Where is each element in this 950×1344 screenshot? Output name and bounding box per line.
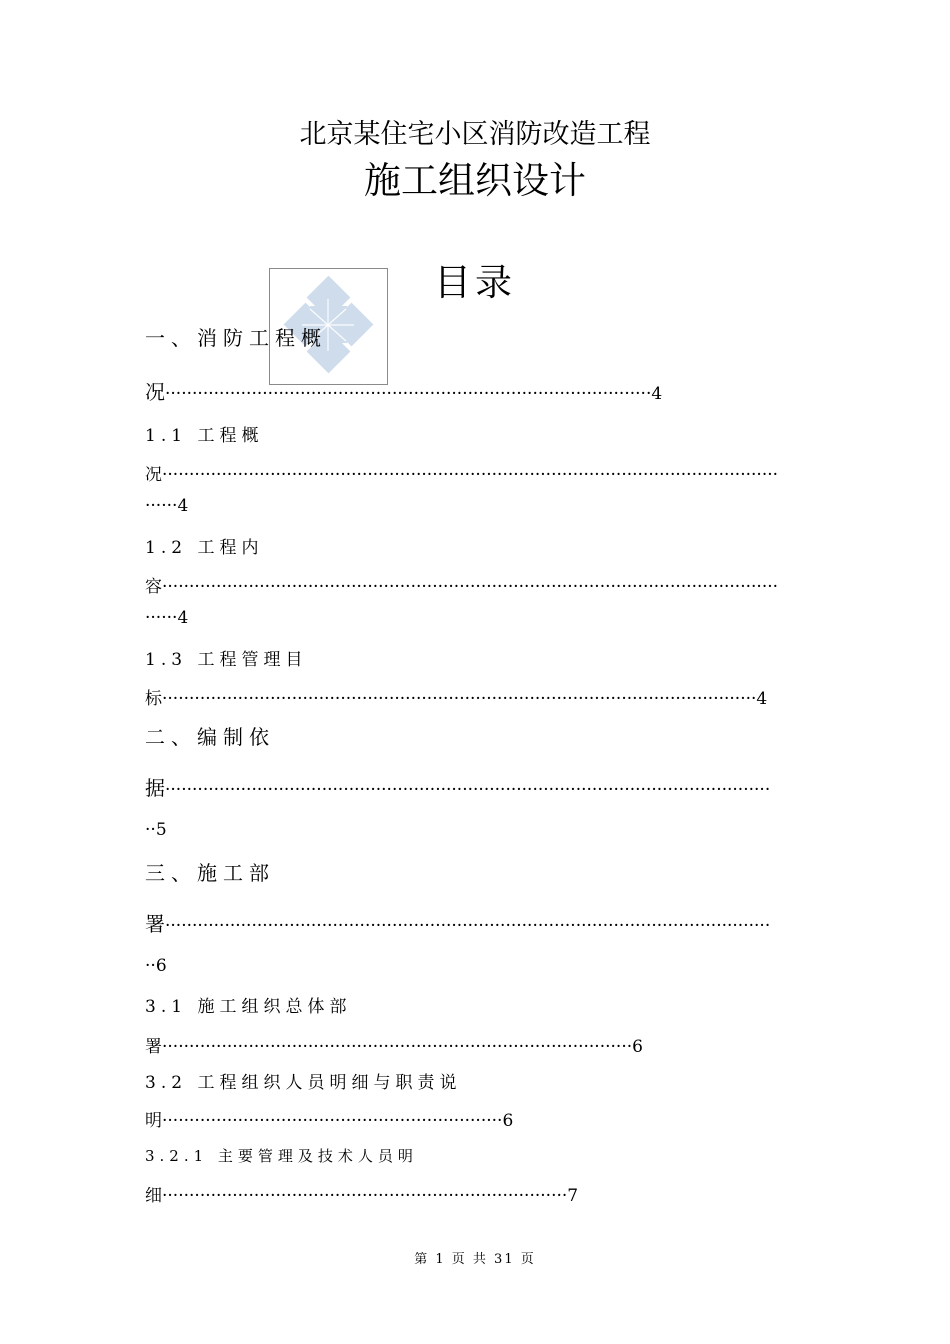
toc-entry-4-leader[interactable] [145, 684, 767, 709]
toc-entry-6-leader[interactable] [145, 908, 770, 937]
toc-entry-9-page: 7 [567, 1186, 579, 1206]
toc-entry-1-continuation: 况 [145, 380, 165, 404]
dot-leader: ·············································································································· [162, 689, 757, 709]
toc-entry-2-continuation: 况 [145, 465, 162, 485]
document-title: 北京某住宅小区消防改造工程 [299, 119, 651, 150]
dot-leader: ·················································································································· [162, 465, 779, 485]
dot-leader: ·················································································································· [162, 577, 779, 597]
toc-entry-1-page: 4 [651, 384, 663, 404]
toc-entry-4-continuation: 标 [145, 689, 162, 709]
dot-leader: ······ [145, 496, 178, 516]
document-subtitle: 施工组织设计 [364, 159, 586, 202]
toc-entry-6-label[interactable]: 三、施工部 [145, 861, 275, 885]
toc-entry-6-continuation: 署 [145, 912, 165, 936]
toc-entry-5-leader[interactable] [145, 772, 770, 801]
toc-entry-3-continuation: 容 [145, 577, 162, 597]
toc-entry-7-continuation: 署 [145, 1037, 162, 1057]
toc-entry-4-label[interactable]: 1.3 工程管理目 [145, 650, 308, 670]
toc-heading: 目录 [434, 261, 516, 304]
toc-entry-1-label[interactable]: 一、消防工程概 [145, 326, 327, 350]
toc-entry-7-leader[interactable] [145, 1032, 643, 1057]
toc-entry-8-label[interactable]: 3.2 工程组织人员明细与职责说 [145, 1073, 462, 1093]
toc-entry-3-page: 4 [177, 608, 189, 628]
toc-entry-7-label[interactable]: 3.1 施工组织总体部 [145, 997, 352, 1017]
dot-leader: ················································································································ [165, 780, 771, 800]
toc-entry-9-leader[interactable] [145, 1181, 578, 1206]
dot-leader: ·· [145, 956, 156, 976]
toc-entry-2-page: 4 [177, 496, 189, 516]
toc-entry-1-leader[interactable] [145, 376, 662, 405]
toc-entry-4-page: 4 [756, 689, 768, 709]
toc-entry-8-leader[interactable] [145, 1106, 513, 1131]
dot-leader: ··········································································· [162, 1186, 568, 1206]
toc-entry-5-page: 5 [155, 820, 167, 840]
page-footer: 第 1 页 共 31 页 [414, 1252, 536, 1267]
toc-entry-3-page-line [145, 608, 188, 628]
toc-entry-3-label[interactable]: 1.2 工程内 [145, 538, 264, 558]
toc-entry-2-label[interactable]: 1.1 工程概 [145, 426, 264, 446]
toc-entry-5-page-line [145, 820, 167, 840]
toc-entry-8-page: 6 [502, 1111, 514, 1131]
dot-leader: ······························································· [162, 1111, 503, 1131]
toc-entry-2-page-line [145, 496, 188, 516]
toc-entry-5-label[interactable]: 二、编制依 [145, 725, 275, 749]
dot-leader: ·· [145, 820, 156, 840]
toc-entry-9-label[interactable]: 3.2.1 主要管理及技术人员明 [145, 1147, 418, 1165]
toc-entry-9-continuation: 细 [145, 1186, 162, 1206]
toc-entry-6-page-line [145, 956, 167, 976]
toc-entry-6-page: 6 [155, 956, 167, 976]
toc-entry-2-leader[interactable] [145, 460, 778, 485]
dot-leader: ······················································································· [162, 1037, 633, 1057]
toc-entry-8-continuation: 明 [145, 1111, 162, 1131]
toc-entry-5-continuation: 据 [145, 776, 165, 800]
dot-leader: ················································································································ [165, 916, 771, 936]
toc-entry-7-page: 6 [632, 1037, 643, 1057]
dot-leader: ·························································································· [165, 384, 652, 404]
dot-leader: ······ [145, 608, 178, 628]
toc-entry-3-leader[interactable] [145, 572, 778, 597]
